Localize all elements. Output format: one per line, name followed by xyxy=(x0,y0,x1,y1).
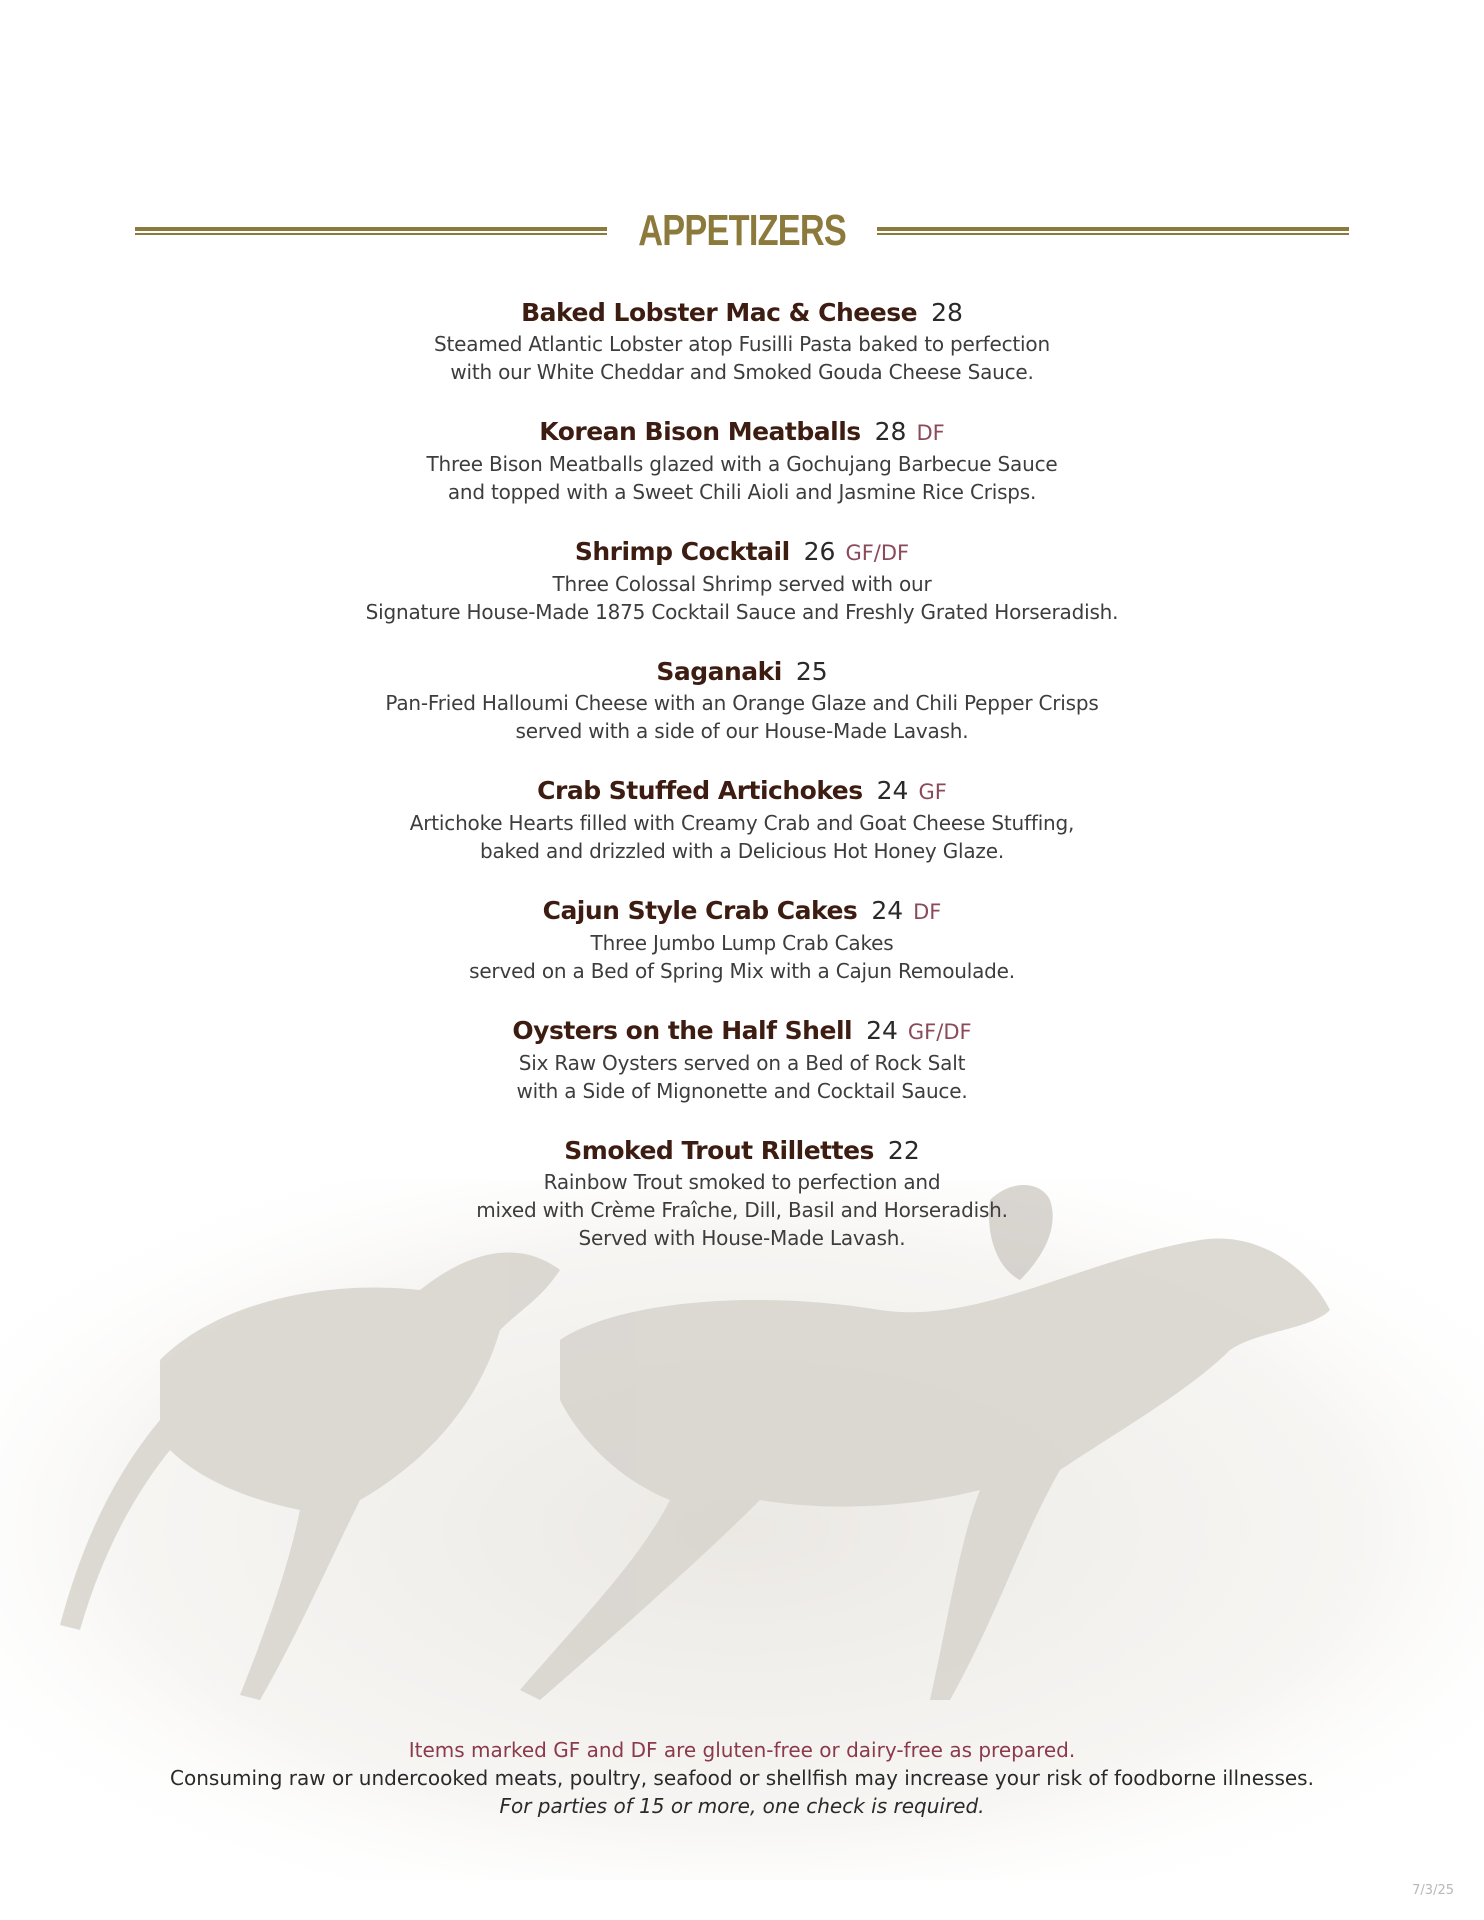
item-name: Cajun Style Crab Cakes xyxy=(542,896,858,925)
item-description-line: Three Colossal Shrimp served with our xyxy=(552,572,932,596)
item-price: 24 xyxy=(871,896,904,925)
menu-item xyxy=(0,774,1484,865)
dietary-note: Items marked GF and DF are gluten-free or dairy-free as prepared. xyxy=(408,1738,1076,1762)
item-price: 22 xyxy=(887,1136,920,1165)
raw-food-warning: Consuming raw or undercooked meats, poultry, seafood or shellfish may increase your risk of foodborne illnesses. xyxy=(170,1766,1314,1790)
item-name: Smoked Trout Rillettes xyxy=(564,1136,874,1165)
item-price: 25 xyxy=(795,657,828,686)
item-name: Saganaki xyxy=(656,657,782,686)
dietary-tag: DF xyxy=(916,421,945,445)
item-description-line: baked and drizzled with a Delicious Hot Honey Glaze. xyxy=(479,839,1004,863)
menu-date: 7/3/25 xyxy=(1412,1883,1454,1898)
item-price: 24 xyxy=(876,776,909,805)
item-name: Korean Bison Meatballs xyxy=(539,417,861,446)
item-description-line: and topped with a Sweet Chili Aioli and Jasmine Rice Crisps. xyxy=(447,480,1037,504)
appetizer-list xyxy=(0,296,1484,1281)
item-description-line: Served with House-Made Lavash. xyxy=(578,1226,906,1250)
item-price: 24 xyxy=(866,1016,898,1045)
menu-item xyxy=(0,415,1484,506)
menu-item xyxy=(0,1014,1484,1105)
item-description-line: mixed with Crème Fraîche, Dill, Basil and Horseradish. xyxy=(476,1198,1008,1222)
item-description-line: served on a Bed of Spring Mix with a Cajun Remoulade. xyxy=(469,959,1015,983)
item-price: 28 xyxy=(931,298,963,327)
menu-item xyxy=(0,535,1484,626)
item-description-line: Three Jumbo Lump Crab Cakes xyxy=(590,931,894,955)
menu-footer xyxy=(0,1736,1484,1820)
item-description-line: Three Bison Meatballs glazed with a Gochujang Barbecue Sauce xyxy=(426,452,1058,476)
item-description-line: Signature House-Made 1875 Cocktail Sauce and Freshly Grated Horseradish. xyxy=(365,600,1119,624)
section-title: APPETIZERS xyxy=(638,206,846,255)
item-price: 28 xyxy=(874,417,907,446)
menu-item xyxy=(0,296,1484,386)
dietary-tag: GF/DF xyxy=(845,541,910,565)
item-name: Shrimp Cocktail xyxy=(574,537,790,566)
item-description-line: with a Side of Mignonette and Cocktail Sauce. xyxy=(516,1079,968,1103)
section-header xyxy=(135,196,1349,266)
dietary-tag: DF xyxy=(913,900,942,924)
header-rule-right xyxy=(877,227,1349,236)
dietary-tag: GF xyxy=(918,780,947,804)
menu-item xyxy=(0,655,1484,745)
item-description-line: Six Raw Oysters served on a Bed of Rock Salt xyxy=(518,1051,966,1075)
item-description-line: Steamed Atlantic Lobster atop Fusilli Pasta baked to perfection xyxy=(434,332,1050,356)
menu-item xyxy=(0,894,1484,985)
item-name: Baked Lobster Mac & Cheese xyxy=(521,298,918,327)
item-description-line: Pan-Fried Halloumi Cheese with an Orange Glaze and Chili Pepper Crisps xyxy=(385,691,1099,715)
header-rule-left xyxy=(135,227,607,236)
item-description-line: with our White Cheddar and Smoked Gouda Cheese Sauce. xyxy=(450,360,1034,384)
party-check-note: For parties of 15 or more, one check is required. xyxy=(499,1794,985,1818)
item-name: Crab Stuffed Artichokes xyxy=(537,776,863,805)
dietary-tag: GF/DF xyxy=(907,1020,972,1044)
item-description-line: served with a side of our House-Made Lavash. xyxy=(515,719,969,743)
item-name: Oysters on the Half Shell xyxy=(512,1016,853,1045)
item-price: 26 xyxy=(803,537,836,566)
item-description-line: Rainbow Trout smoked to perfection and xyxy=(543,1170,941,1194)
menu-item xyxy=(0,1134,1484,1252)
item-description-line: Artichoke Hearts filled with Creamy Crab and Goat Cheese Stuffing, xyxy=(409,811,1075,835)
